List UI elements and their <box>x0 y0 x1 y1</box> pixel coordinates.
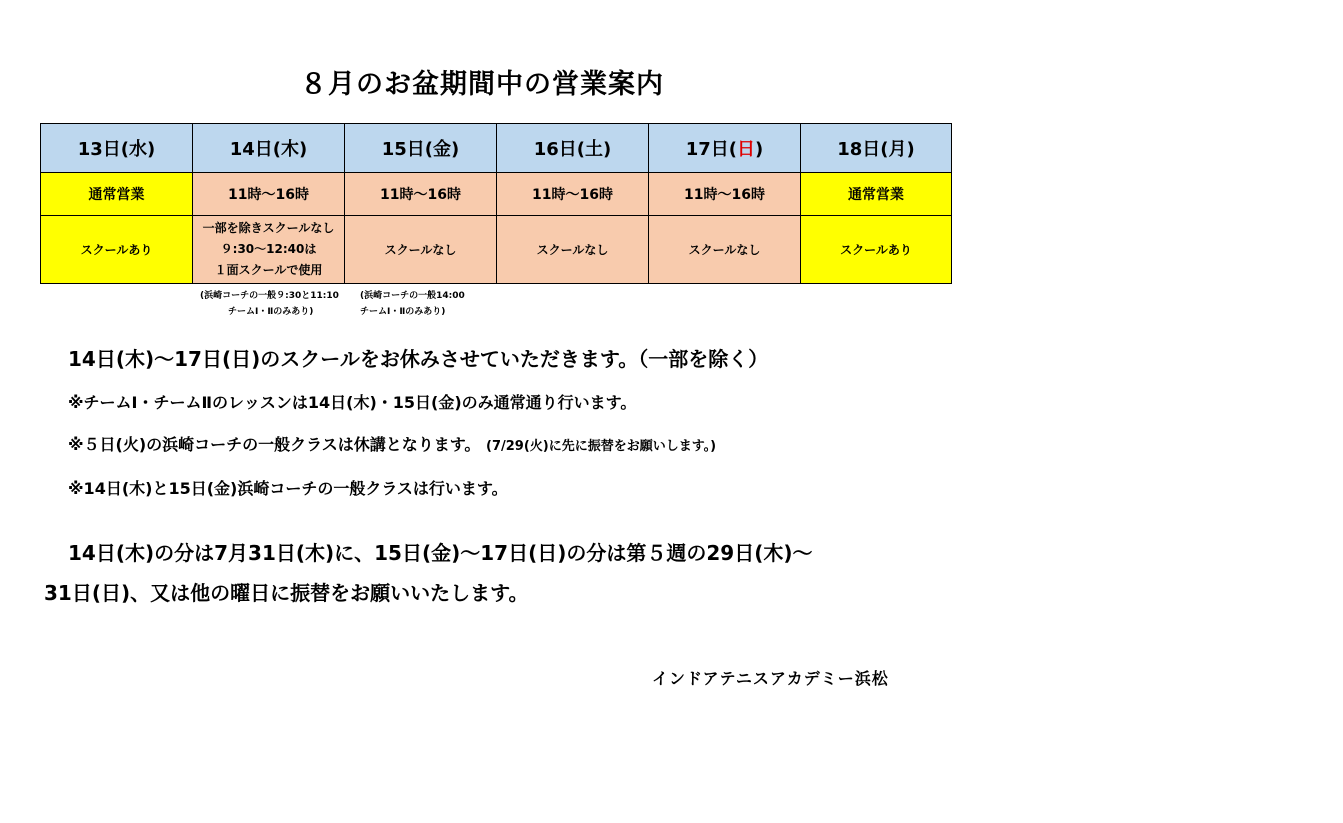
school-14 <box>193 216 345 284</box>
cancellation-note-main: ※５日(火)の浜崎コーチの一般クラスは休講となります。 <box>68 435 481 454</box>
team-lesson-note: ※チームⅠ・チームⅡのレッスンは14日(木)・15日(金)のみ通常通り行います。 <box>68 393 637 412</box>
school-14-line: 一部を除きスクールなし <box>202 221 335 235</box>
note-14-line: (浜崎コーチの一般９:30と11:10 <box>200 291 339 301</box>
page-title: ８月のお盆期間中の営業案内 <box>300 69 664 100</box>
note-15-line: チームⅠ・Ⅱのみあり) <box>360 307 446 317</box>
day-header-17-sunday: 日 <box>737 139 756 160</box>
school-18: スクールあり <box>801 216 952 284</box>
note-14 <box>200 288 339 320</box>
school-15: スクールなし <box>345 216 497 284</box>
school-13: スクールあり <box>41 216 193 284</box>
day-header-15: 15日(金) <box>345 124 497 173</box>
schedule-header-row <box>41 124 952 173</box>
school-row <box>41 216 952 284</box>
hours-16: 11時～16時 <box>497 173 649 216</box>
hours-14: 11時～16時 <box>193 173 345 216</box>
makeup-notice-line1: 14日(木)の分は7月31日(木)に、15日(金)～17日(日)の分は第５週の29日(木)～ <box>68 541 813 565</box>
hours-15: 11時～16時 <box>345 173 497 216</box>
general-class-note: ※14日(木)と15日(金)浜崎コーチの一般クラスは行います。 <box>68 479 508 498</box>
makeup-notice-line2: 31日(日)、又は他の曜日に振替をお願いいたします。 <box>44 581 529 605</box>
day-header-17-prefix: 17日( <box>685 139 738 160</box>
hours-17: 11時～16時 <box>649 173 801 216</box>
day-header-18: 18日(月) <box>801 124 952 173</box>
schedule-table <box>40 123 952 284</box>
note-15 <box>360 288 465 320</box>
hours-13: 通常営業 <box>41 173 193 216</box>
organization-signature: インドアテニスアカデミー浜松 <box>652 669 889 688</box>
day-header-14: 14日(木) <box>193 124 345 173</box>
day-header-16: 16日(土) <box>497 124 649 173</box>
school-17: スクールなし <box>649 216 801 284</box>
note-14-line: チームⅠ・Ⅱのみあり) <box>228 307 314 317</box>
school-14-line: ９:30～12:40は <box>220 242 317 256</box>
hours-18: 通常営業 <box>801 173 952 216</box>
cancellation-note-small: (7/29(火)に先に振替をお願いします。) <box>486 439 717 454</box>
school-16: スクールなし <box>497 216 649 284</box>
school-14-line: １面スクールで使用 <box>214 263 323 277</box>
day-header-13: 13日(水) <box>41 124 193 173</box>
business-hours-row <box>41 173 952 216</box>
cancellation-note <box>68 432 716 455</box>
note-15-line: (浜崎コーチの一般14:00 <box>360 291 465 301</box>
day-header-17 <box>649 124 801 173</box>
school-closure-notice: 14日(木)～17日(日)のスクールをお休みさせていただきます。（一部を除く） <box>68 347 769 371</box>
day-header-17-suffix: ) <box>755 139 764 160</box>
